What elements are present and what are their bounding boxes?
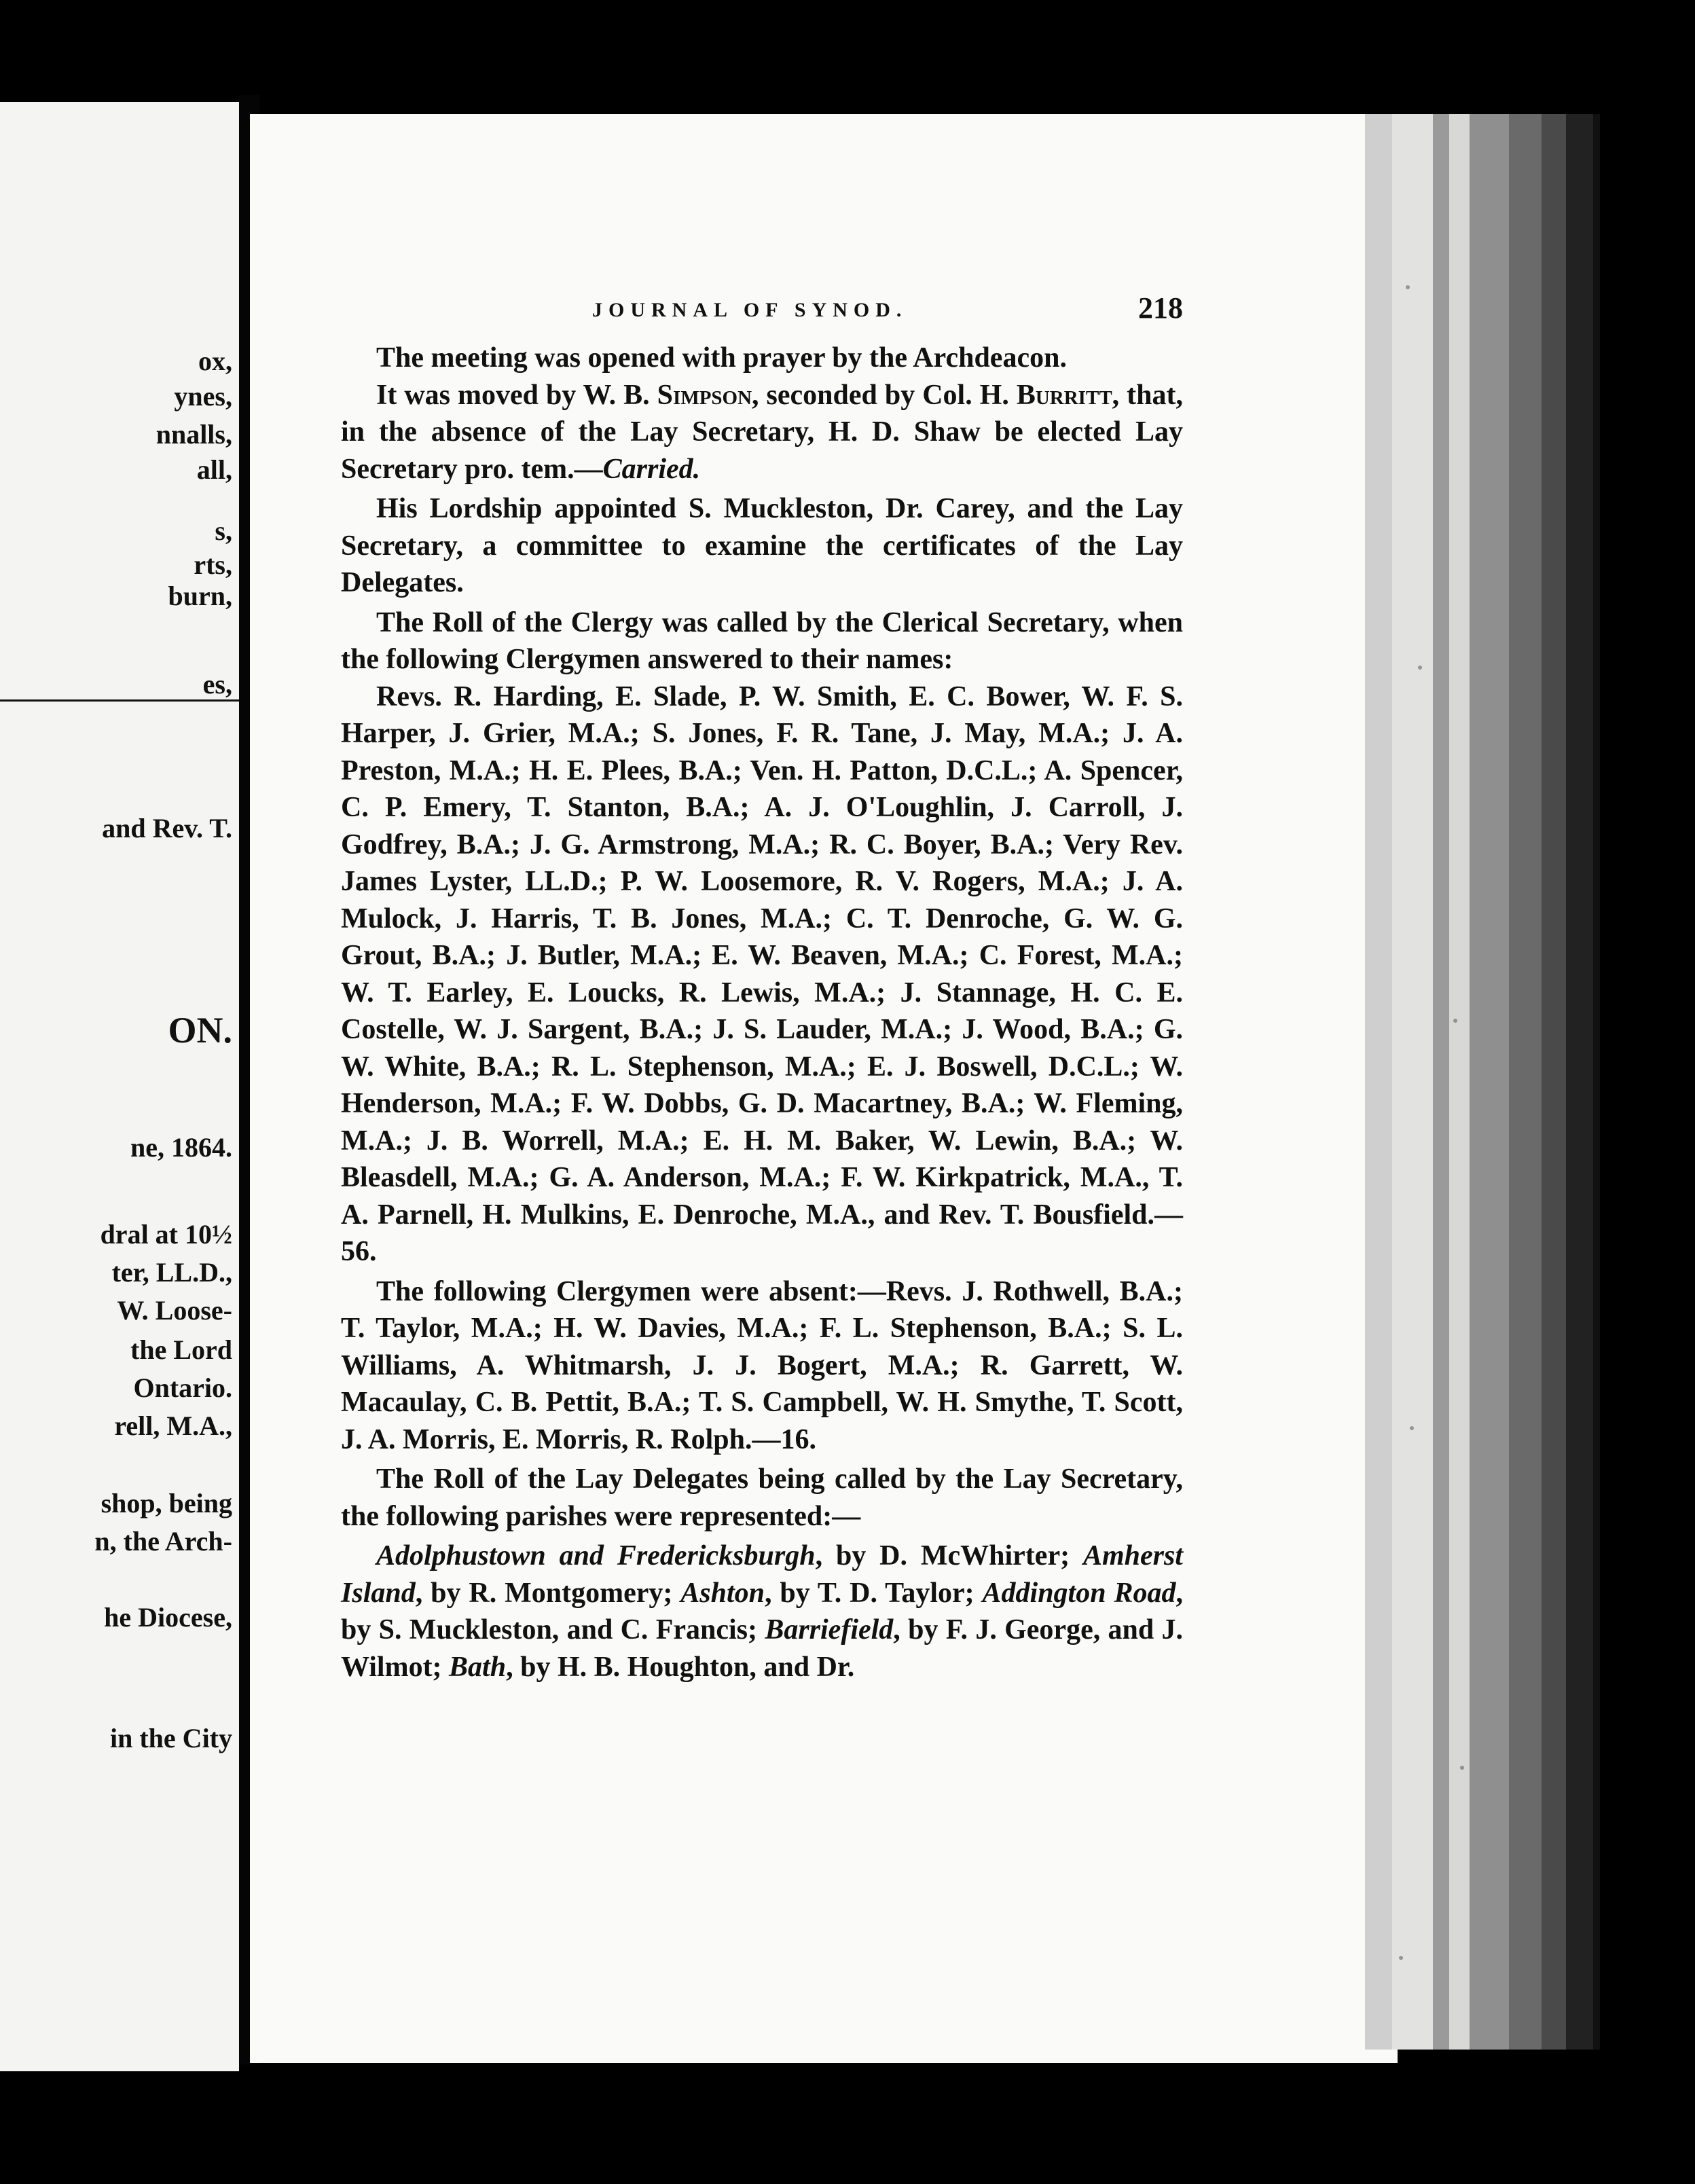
left-page-line: ter, LL.D.,	[111, 1257, 232, 1288]
paper-speck	[1410, 1426, 1414, 1430]
parish-name: Ashton	[680, 1577, 765, 1609]
motion-text: It was moved by W. B.	[376, 379, 657, 411]
page-edge	[1433, 114, 1449, 2050]
page-number: 218	[1138, 291, 1183, 325]
page-edge	[1449, 114, 1470, 2050]
delegate-text: , by R. Montgomery;	[415, 1577, 681, 1609]
left-page-line: he Diocese,	[104, 1602, 232, 1633]
paper-speck	[1460, 1766, 1464, 1770]
paper-speck	[1406, 285, 1410, 289]
motion-result: Carried.	[602, 453, 701, 485]
left-page-rule	[0, 699, 239, 702]
paragraph-opening-prayer: The meeting was opened with prayer by the Archdeacon.	[376, 342, 1067, 374]
delegate-text: , by T. D. Taylor;	[765, 1577, 983, 1609]
paragraph-motion	[341, 377, 1183, 488]
paper-speck	[1399, 1956, 1403, 1960]
left-page-line: burn,	[168, 581, 232, 611]
paragraph-lay-roll: The Roll of the Lay Delegates being called by the Lay Secretary, the following parishes were represented:—	[341, 1463, 1183, 1532]
paragraph-clergy-present: Revs. R. Harding, E. Slade, P. W. Smith, E. C. Bower, W. F. S. Harper, J. Grier, M.A.; S. Jones, F. R. Tane, J. May, M.A.; J. A. Preston, M.A.; H. E. Plees, B.A.; Ven. H. Patton, D.C.L.; A. Spencer, C. P. Emery, T. Stanton, B.A.; A. J. O'Loughlin, J. Carroll, J. Godfrey, B.A.; J. G. Armstrong, M.A.; R. C. Boyer, B.A.; Very Rev. James Lyster, LL.D.; P. W. Loosemore, R. V. Rogers, M.A.; J. A. Mulock, J. Harris, T. B. Jones, M.A.; C. T. Denroche, G. W. G. Grout, B.A.; J. Butler, M.A.; E. W. Beaven, M.A.; C. Forest, M.A.; W. T. Earley, E. Loucks, R. Lewis, M.A.; J. Stannage, H. C. E. Costelle, W. J. Sargent, B.A.; J. S. Lauder, M.A.; J. Wood, B.A.; G. W. White, B.A.; R. L. Stephenson, M.A.; E. J. Boswell, D.C.L.; W. Henderson, M.A.; F. W. Dobbs, G. D. Macartney, B.A.; W. Fleming, M.A.; J. B. Worrell, M.A.; E. H. M. Baker, W. Lewin, B.A.; W. Bleasdell, M.A.; G. A. Anderson, M.A.; F. W. Kirkpatrick, M.A., T. A. Parnell, H. Mulkins, E. Denroche, M.A., and Rev. T. Bousfield.—56.	[341, 680, 1183, 1267]
left-page-line: rell, M.A.,	[114, 1410, 232, 1441]
left-page-line: dral at 10½	[100, 1219, 232, 1250]
page-edge	[1470, 114, 1509, 2050]
parish-name: Addington Road	[982, 1577, 1176, 1609]
left-page-line: ynes,	[174, 381, 232, 412]
left-page-line: rts,	[194, 549, 232, 580]
left-page-line: es,	[202, 669, 232, 699]
left-page-line: nnalls,	[156, 419, 232, 450]
left-page-line: the Lord	[130, 1334, 232, 1365]
left-page-line: ne, 1864.	[130, 1132, 232, 1163]
left-page-line: all,	[196, 454, 232, 485]
left-page-line: shop, being	[101, 1488, 232, 1518]
paragraph-clergy-absent: The following Clergymen were absent:—Revs. J. Rothwell, B.A.; T. Taylor, M.A.; H. W. Davies, M.A.; F. L. Stephenson, B.A.; S. L. Williams, A. Whitmarsh, J. J. Bogert, M.A.; R. Garrett, W. Macaulay, C. B. Pettit, B.A.; T. S. Campbell, W. H. Smythe, T. Scott, J. A. Morris, E. Morris, R. Rolph.—16.	[341, 1275, 1183, 1455]
parish-name: Barriefield	[765, 1614, 894, 1645]
left-page-line: n, the Arch-	[94, 1526, 232, 1557]
motion-text: , seconded by Col. H.	[752, 379, 1017, 411]
motion-text: , that, in the absence of the Lay Secretary, H. D. Shaw be elected Lay Secretary pro. tem.—	[341, 379, 1183, 485]
delegate-text: , by D. McWhirter;	[815, 1540, 1083, 1571]
page-text-block	[341, 292, 1183, 1686]
left-page-line: s,	[215, 515, 232, 546]
parish-name: Amherst Island	[341, 1540, 1183, 1609]
delegate-text: , by S. Muckleston, and C. Francis;	[341, 1577, 1183, 1645]
parish-name: Bath	[449, 1651, 507, 1683]
paragraph-clergy-roll: The Roll of the Clergy was called by the Clerical Secretary, when the following Clergymen answered to their names:	[341, 606, 1183, 675]
left-page-line: and Rev. T.	[102, 813, 232, 843]
mover-name: Simpson	[657, 379, 752, 411]
left-page-line: in the City	[110, 1723, 232, 1753]
page-edge	[1365, 114, 1392, 2050]
paragraph-parishes	[341, 1537, 1183, 1686]
seconder-name: Burritt	[1016, 379, 1112, 411]
left-page-line: Ontario.	[133, 1372, 232, 1403]
delegate-text: , by H. B. Houghton, and Dr.	[506, 1651, 855, 1683]
left-page-line: ox,	[198, 346, 232, 376]
left-facing-page	[0, 102, 239, 2071]
page-edge	[1566, 114, 1593, 2050]
page-edge	[1392, 114, 1433, 2050]
left-page-line: ON.	[168, 1010, 232, 1051]
page-edge	[1593, 114, 1600, 2050]
paper-speck	[1453, 1019, 1457, 1023]
parish-name: Adolphustown and Fredericksburgh	[376, 1540, 816, 1571]
left-page-line: W. Loose-	[117, 1295, 232, 1326]
paragraph-committee: His Lordship appointed S. Muckleston, Dr. Carey, and the Lay Secretary, a committee to examine the certificates of the Lay Delegates.	[341, 493, 1183, 598]
delegate-text: , by F. J. George, and J. Wilmot;	[341, 1614, 1184, 1683]
paper-speck	[1418, 666, 1422, 670]
running-head-title: JOURNAL OF SYNOD.	[592, 299, 908, 321]
page-edge	[1542, 114, 1566, 2050]
page-edge	[1509, 114, 1542, 2050]
running-head	[341, 292, 1183, 340]
